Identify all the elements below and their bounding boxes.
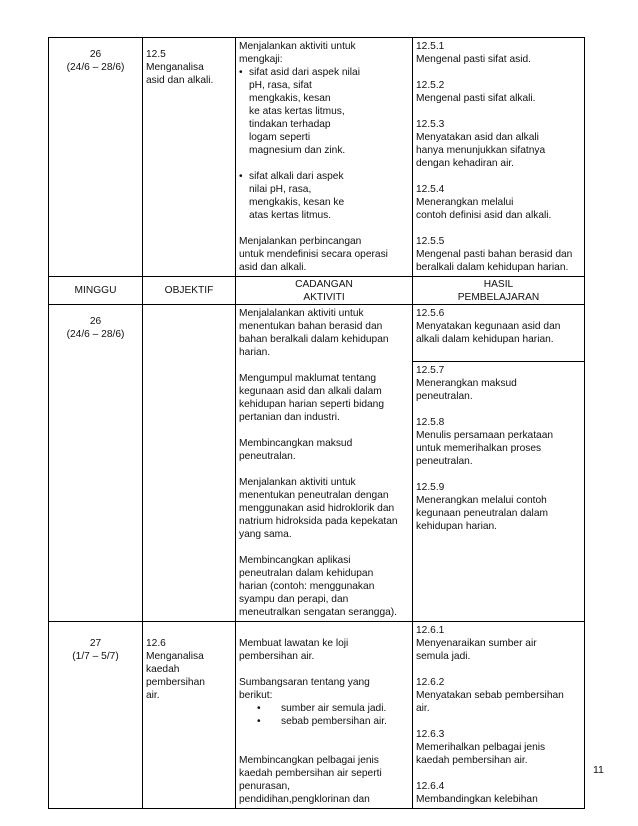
week-cell xyxy=(49,622,143,809)
outcome-text: Mengenal pasti sifat alkali. xyxy=(416,93,536,104)
outcome-cell xyxy=(413,38,585,277)
outcome-text: Menerangkan melalui contoh definisi asid dan alkali. xyxy=(416,197,552,221)
activity-cell xyxy=(236,305,413,622)
outcome-text: Memerihalkan pelbagai jenis kaedah pembersihan air. xyxy=(416,742,546,766)
week-dates: (1/7 – 5/7) xyxy=(72,651,119,662)
list-item-text: sifat asid dari aspek nilai pH, rasa, sifat mengkakis, kesan ke atas kertas litmus, tindakan terhadap logam seperti magnesium dan zink. xyxy=(249,67,360,156)
header-cadangan-aktiviti: CADANGAN AKTIVITI xyxy=(236,277,413,305)
outcome-item xyxy=(416,728,581,767)
outcome-item xyxy=(416,118,581,170)
activity-text: Menjalalankan aktiviti untuk menentukan bahan berasid dan bahan beralkali dalam kehidupan harian. xyxy=(239,308,389,358)
objective-cell xyxy=(143,38,236,277)
outcome-item xyxy=(416,780,581,806)
header-minggu: MINGGU xyxy=(49,277,143,305)
activity-text: Menjalankan aktiviti untuk mengkaji: xyxy=(239,41,356,65)
list-item xyxy=(239,702,409,715)
activity-text: Menjalankan perbincangan untuk mendefinisi secara operasi asid dan alkali. xyxy=(239,236,388,273)
outcome-code: 12.5.8 xyxy=(416,417,445,428)
activity-text: Mengumpul maklumat tentang kegunaan asid dan alkali dalam kehidupan harian seperti bidang pertanian dan industri. xyxy=(239,373,384,423)
week-number: 26 xyxy=(89,49,102,60)
table-row xyxy=(49,38,585,277)
outcome-code: 12.5.9 xyxy=(416,482,445,493)
table-header-row xyxy=(49,277,585,305)
week-number: 27 xyxy=(89,638,102,649)
outcome-item xyxy=(416,481,581,533)
outcome-item xyxy=(416,416,581,468)
list-item xyxy=(239,170,409,222)
outcome-text: Menyatakan kegunaan asid dan alkali dalam kehidupan harian. xyxy=(416,321,561,345)
lesson-plan-table xyxy=(48,37,585,809)
week-cell xyxy=(49,38,143,277)
outcome-code: 12.5.2 xyxy=(416,80,445,91)
outcome-text: Menyatakan asid dan alkali hanya menunjukkan sifatnya dengan kehadiran air. xyxy=(416,132,546,169)
outcome-text: Membandingkan kelebihan xyxy=(416,794,538,805)
outcome-code: 12.5.3 xyxy=(416,119,445,130)
activity-cell xyxy=(236,38,413,277)
outcome-text: Menyatakan sebab pembersihan air. xyxy=(416,690,564,714)
activity-text: Membincangkan maksud peneutralan. xyxy=(239,438,353,462)
objective-cell xyxy=(143,622,236,809)
list-item-text: sumber air semula jadi. xyxy=(281,703,387,714)
bullet-icon: • xyxy=(257,703,261,714)
activity-text: Membincangkan aplikasi peneutralan dalam kehidupan harian (contoh: menggunakan syampu dan perapi, dan meneutralkan sengatan serangga). xyxy=(239,555,398,618)
outcome-code: 12.5.5 xyxy=(416,236,445,247)
week-cell xyxy=(49,305,143,622)
outcome-cell xyxy=(413,622,585,809)
objective-text: 12.5 Menganalisa asid dan alkali. xyxy=(146,49,214,86)
page-number: 11 xyxy=(593,764,604,776)
outcome-text: Mengenal pasti sifat asid. xyxy=(416,54,531,65)
week-dates: (24/6 – 28/6) xyxy=(66,62,125,73)
outcome-code: 12.5.4 xyxy=(416,184,445,195)
activity-text: Sumbangsaran tentang yang berikut: xyxy=(239,677,370,701)
outcome-code: 12.6.3 xyxy=(416,729,445,740)
table-row xyxy=(49,305,585,622)
table-row xyxy=(49,622,585,809)
activity-text: Membincangkan pelbagai jenis kaedah pembersihan air seperti penurasan, pendidihan,pengklorinan dan xyxy=(239,755,382,805)
outcome-code: 12.5.1 xyxy=(416,41,445,52)
list-item-text: sifat alkali dari aspek nilai pH, rasa, mengkakis, kesan ke atas kertas litmus. xyxy=(249,171,345,221)
outcome-text: Menerangkan maksud peneutralan. xyxy=(416,378,517,402)
outcome-text: Menulis persamaan perkataan untuk memerihalkan proses peneutralan. xyxy=(416,430,554,467)
header-hasil-pembelajaran: HASIL PEMBELAJARAN xyxy=(413,277,585,305)
activity-cell xyxy=(236,622,413,809)
bullet-icon: • xyxy=(239,171,243,182)
outcome-text: Menyenaraikan sumber air semula jadi. xyxy=(416,638,537,662)
outcome-item xyxy=(416,40,581,66)
activity-text: Membuat lawatan ke loji pembersihan air. xyxy=(239,638,349,662)
list-item xyxy=(239,715,409,728)
outcome-text: Menerangkan melalui contoh kegunaan peneutralan dalam kehidupan harian. xyxy=(416,495,548,532)
header-objektif: OBJEKTIF xyxy=(143,277,236,305)
outcome-code: 12.6.2 xyxy=(416,677,445,688)
outcome-cell xyxy=(413,305,585,622)
outcome-code: 12.6.4 xyxy=(416,781,445,792)
outcome-item xyxy=(416,183,581,222)
objective-text: 12.6 Menganalisa kaedah pembersihan air. xyxy=(146,638,205,701)
list-item-text: sebab pembersihan air. xyxy=(281,716,387,727)
outcome-divider xyxy=(413,361,584,533)
outcome-code: 12.6.1 xyxy=(416,625,445,636)
outcome-item xyxy=(416,307,581,361)
activity-text: Menjalankan aktiviti untuk menentukan peneutralan dengan menggunakan asid hidroklorik dan natrium hidroksida pada kepekatan yang sama. xyxy=(239,477,398,540)
bullet-icon: • xyxy=(257,716,261,727)
outcome-item xyxy=(416,79,581,105)
week-number: 26 xyxy=(89,316,102,327)
bullet-icon: • xyxy=(239,67,243,78)
objective-cell xyxy=(143,305,236,622)
list-item xyxy=(239,66,409,157)
week-dates: (24/6 – 28/6) xyxy=(66,329,125,340)
outcome-item xyxy=(416,676,581,715)
outcome-code: 12.5.6 xyxy=(416,308,445,319)
outcome-code: 12.5.7 xyxy=(416,365,445,376)
outcome-item xyxy=(416,364,581,403)
outcome-item xyxy=(416,235,581,274)
outcome-text: Mengenal pasti bahan berasid dan beralkali dalam kehidupan harian. xyxy=(416,249,573,273)
outcome-item xyxy=(416,624,581,663)
